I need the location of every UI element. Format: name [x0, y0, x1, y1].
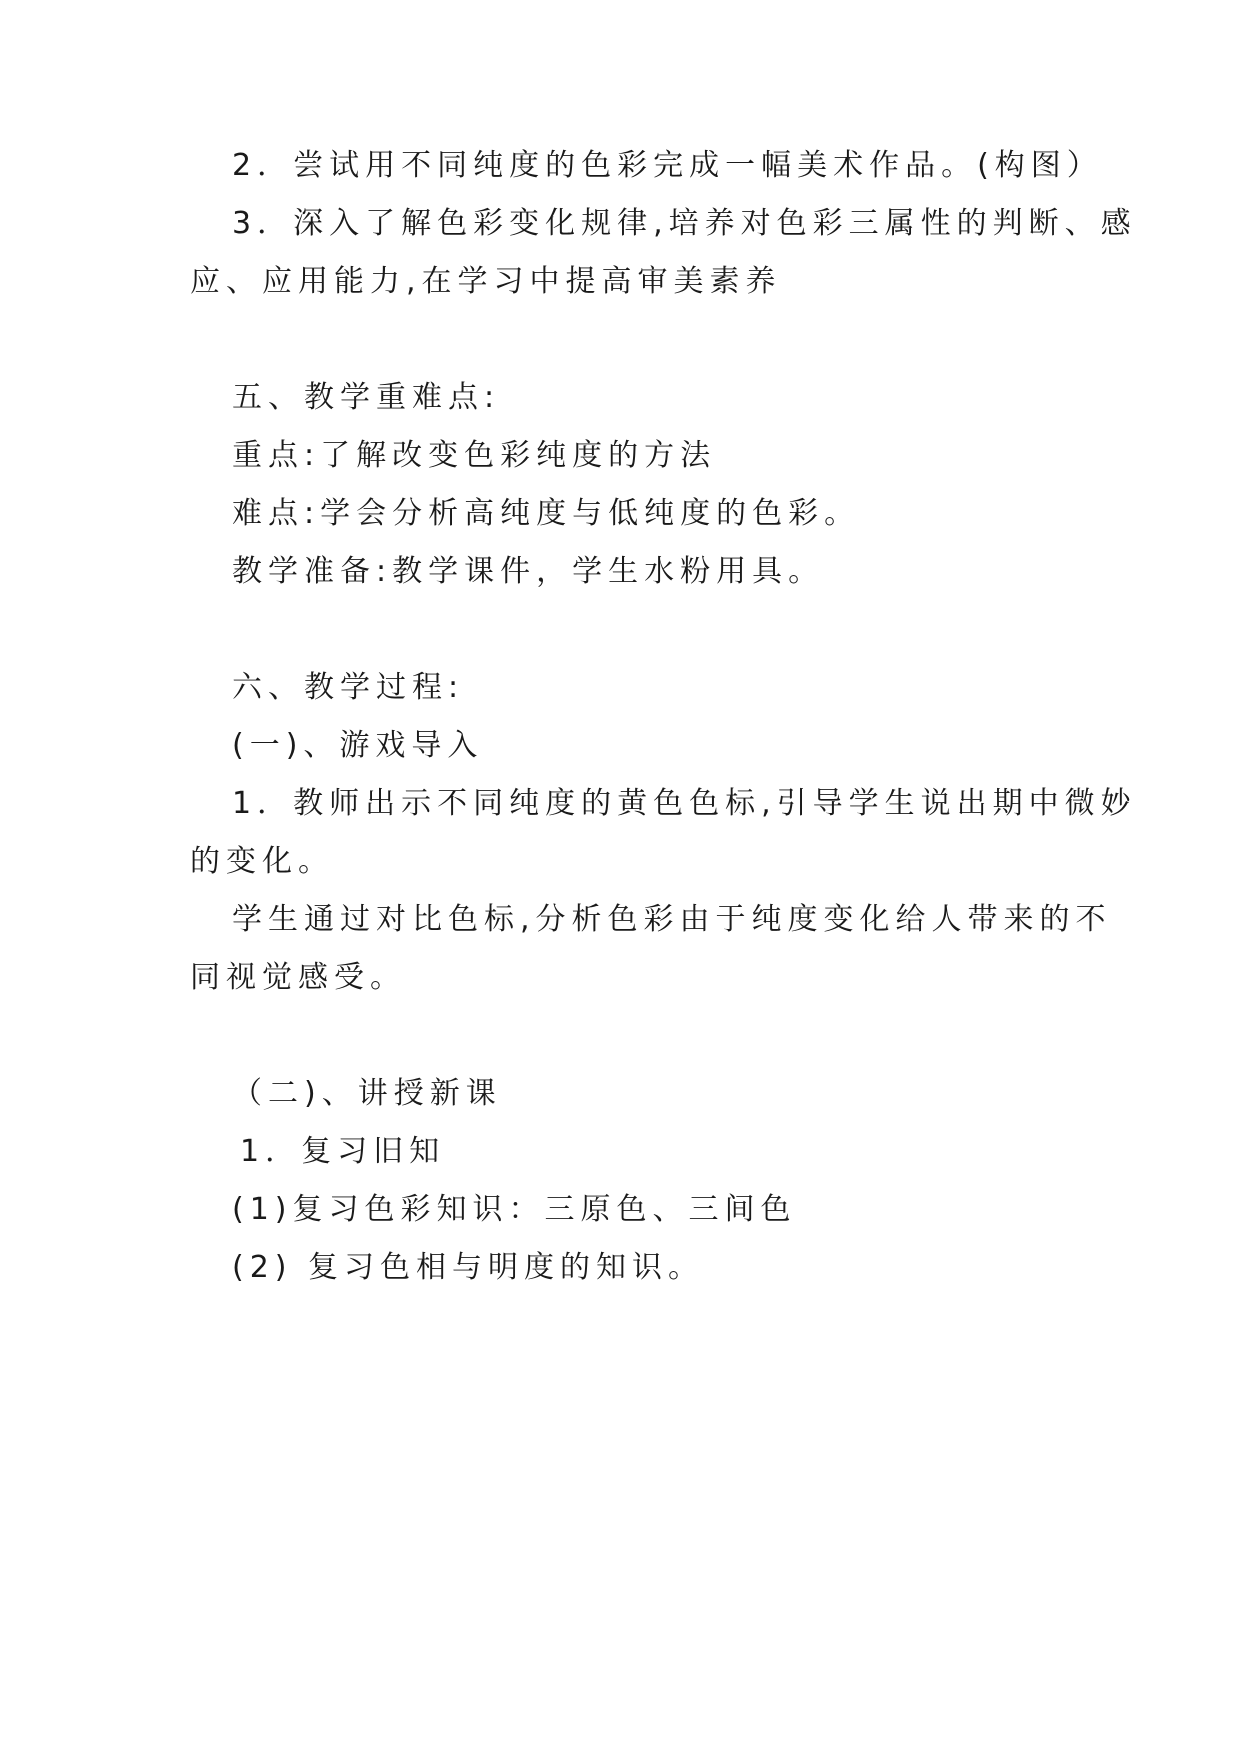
review-heading: 1．复习旧知 [240, 1134, 446, 1169]
process-part2-heading: （二)、讲授新课 [232, 1076, 502, 1111]
objective-item-2: 2．尝试用不同纯度的色彩完成一幅美术作品。(构图） [232, 148, 1103, 183]
objective-item-3: 3．深入了解色彩变化规律,培养对色彩三属性的判断、感 [232, 206, 1137, 241]
section-heading-key-points: 五、教学重难点: [232, 380, 501, 415]
section-heading-process: 六、教学过程: [232, 670, 465, 705]
student-activity: 学生通过对比色标,分析色彩由于纯度变化给人带来的不 [232, 902, 1112, 937]
student-activity-continued: 同视觉感受。 [190, 960, 406, 995]
teaching-preparation: 教学准备:教学课件，学生水粉用具。 [232, 554, 825, 589]
process-step1-continued: 的变化。 [190, 844, 334, 879]
key-point-difficulty: 难点:学会分析高纯度与低纯度的色彩。 [232, 496, 861, 531]
process-step1: 1．教师出示不同纯度的黄色色标,引导学生说出期中微妙 [232, 786, 1137, 821]
key-point-focus: 重点:了解改变色彩纯度的方法 [232, 438, 717, 473]
objective-item-3-continued: 应、应用能力,在学习中提高审美素养 [190, 264, 782, 299]
process-part1-heading: (一)、游戏导入 [232, 728, 484, 763]
review-item-2: (2) 复习色相与明度的知识。 [232, 1250, 705, 1285]
review-item-1: (1)复习色彩知识：三原色、三间色 [232, 1192, 797, 1227]
